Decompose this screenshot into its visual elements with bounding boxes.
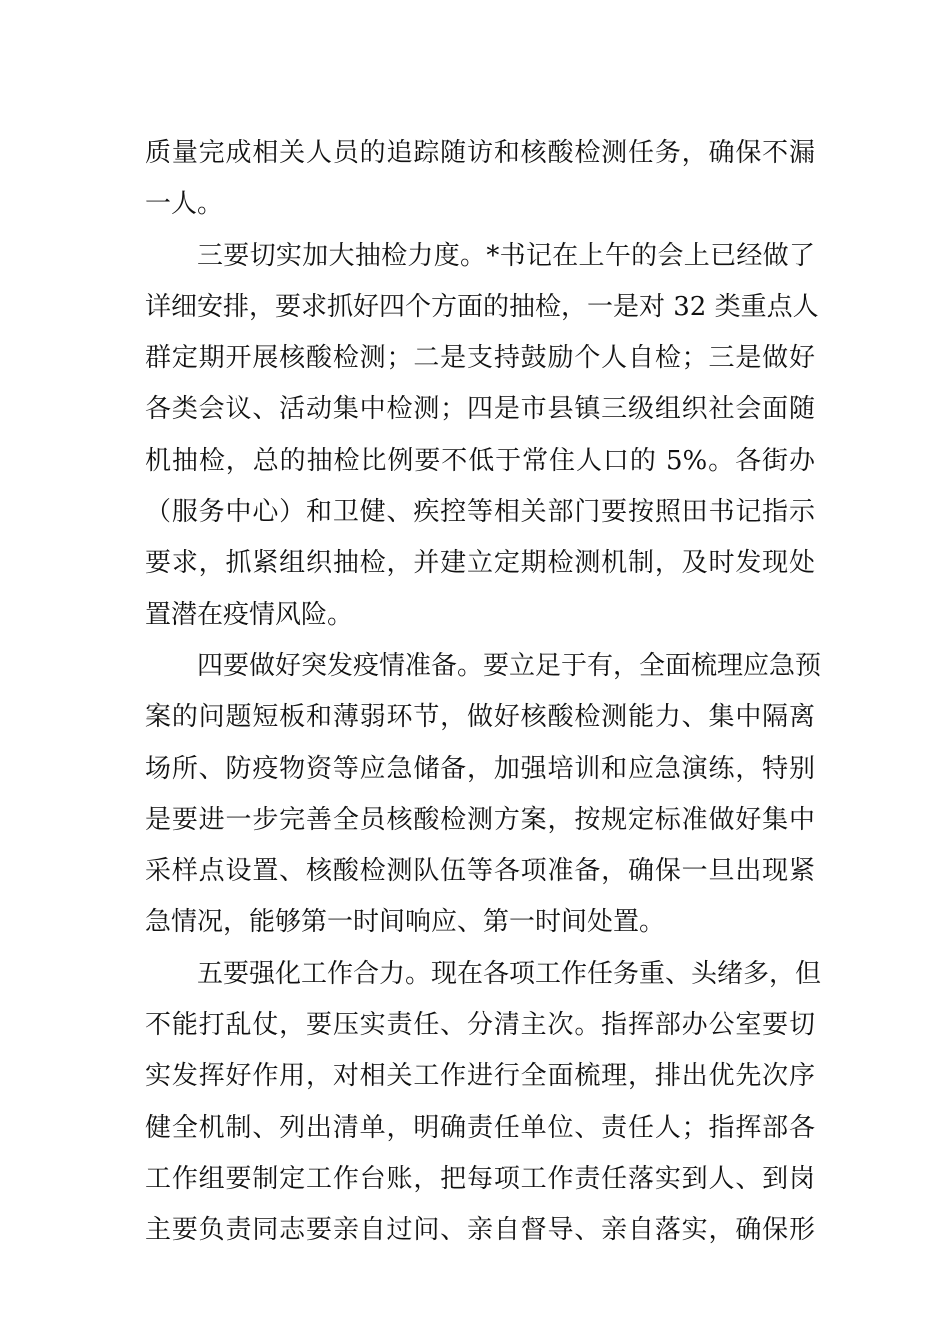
text-line: 急情况，能够第一时间响应、第一时间处置。 — [145, 907, 666, 938]
text-line: 健全机制、列出清单，明确责任单位、责任人；指挥部各 — [145, 1112, 815, 1143]
text-line: 群定期开展核酸检测；二是支持鼓励个人自检；三是做好 — [145, 343, 815, 374]
paragraph-5-start: 五要强化工作合力。现在各项工作任务重、头绪多，但 — [197, 958, 822, 989]
text-line: 案的问题短板和薄弱环节，做好核酸检测能力、集中隔离 — [145, 702, 815, 733]
text-line: 详细安排，要求抓好四个方面的抽检，一是对 32 类重点人 — [145, 291, 819, 322]
text-line: 各类会议、活动集中检测；四是市县镇三级组织社会面随 — [145, 394, 815, 425]
text-line: 质量完成相关人员的追踪随访和核酸检测任务，确保不漏 — [145, 138, 815, 168]
document-body — [145, 128, 822, 1257]
text-line: 主要负责同志要亲自过问、亲自督导、亲自落实，确保形 — [145, 1215, 815, 1246]
text-line: 是要进一步完善全员核酸检测方案，按规定标准做好集中 — [145, 804, 815, 835]
paragraph-4-start: 四要做好突发疫情准备。要立足于有，全面梳理应急预 — [197, 650, 822, 681]
text-line: 采样点设置、核酸检测队伍等各项准备，确保一旦出现紧 — [145, 856, 815, 887]
text-line: 机抽检，总的抽检比例要不低于常住人口的 5%。各街办 — [145, 445, 815, 476]
text-line: 要求，抓紧组织抽检，并建立定期检测机制，及时发现处 — [145, 548, 815, 579]
text-line: 不能打乱仗，要压实责任、分清主次。指挥部办公室要切 — [145, 1010, 815, 1041]
text-line: （服务中心）和卫健、疾控等相关部门要按照田书记指示 — [145, 497, 815, 528]
text-line: 场所、防疫物资等应急储备，加强培训和应急演练，特别 — [145, 753, 815, 784]
paragraph-3-start: 三要切实加大抽检力度。*书记在上午的会上已经做了 — [197, 240, 815, 271]
text-line: 工作组要制定工作台账，把每项工作责任落实到人、到岗 — [145, 1163, 815, 1194]
text-line: 置潜在疫情风险。 — [145, 599, 354, 630]
text-line: 实发挥好作用，对相关工作进行全面梳理，排出优先次序 — [145, 1061, 815, 1092]
text-line: 一人。 — [145, 189, 224, 220]
